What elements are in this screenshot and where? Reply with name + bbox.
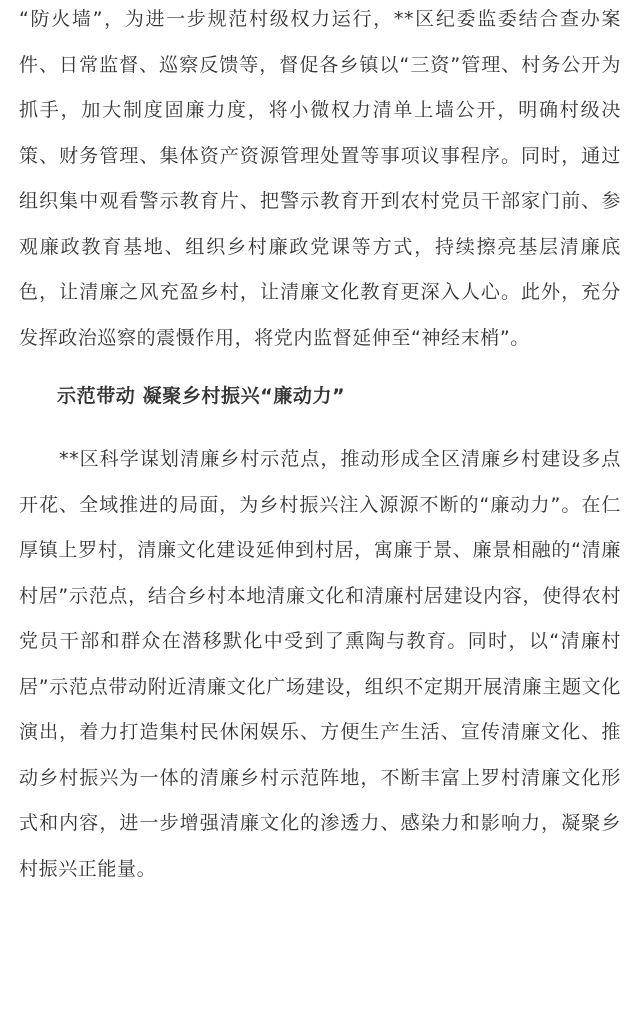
article-paragraph-1: “防火墙”，为进一步规范村级权力运行，**区纪委监委结合查办案件、日常监督、巡察反馈等，督促各乡镇以“三资”管理、村务公开为抓手，加大制度固廉力度，将小微权力清单上墙公开，明确村级决策、财务管理、集体资产资源管理处置等事项议事程序。同时，通过组织集中观看警示教育片、把警示教育开到农村党员干部家门前、参观廉政教育基地、组织乡村廉政党课等方式，持续擦亮基层清廉底色，让清廉之风充盈乡村，让清廉文化教育更深入人心。此外，充分发挥政治巡察的震慑作用，将党内监督延伸至“神经末梢”。	[19, 8, 621, 349]
section-heading: 示范带动 凝聚乡村振兴“廉动力”	[57, 385, 346, 407]
article-paragraph-2: **区科学谋划清廉乡村示范点，推动形成全区清廉乡村建设多点开花、全域推进的局面，为乡村振兴注入源源不断的“廉动力”。在仁厚镇上罗村，清廉文化建设延伸到村居，寓廉于景、廉景相融的“清廉村居”示范点，结合乡村本地清廉文化和清廉村居建设内容，使得农村党员干部和群众在潜移默化中受到了熏陶与教育。同时，以“清廉村居”示范点带动附近清廉文化广场建设，组织不定期开展清廉主题文化演出，着力打造集村民休闲娱乐、方便生产生活、宣传清廉文化、推动乡村振兴为一体的清廉乡村示范阵地，不断丰富上罗村清廉文化形式和内容，进一步增强清廉文化的渗透力、感染力和影响力，凝聚乡村振兴正能量。	[19, 448, 621, 880]
